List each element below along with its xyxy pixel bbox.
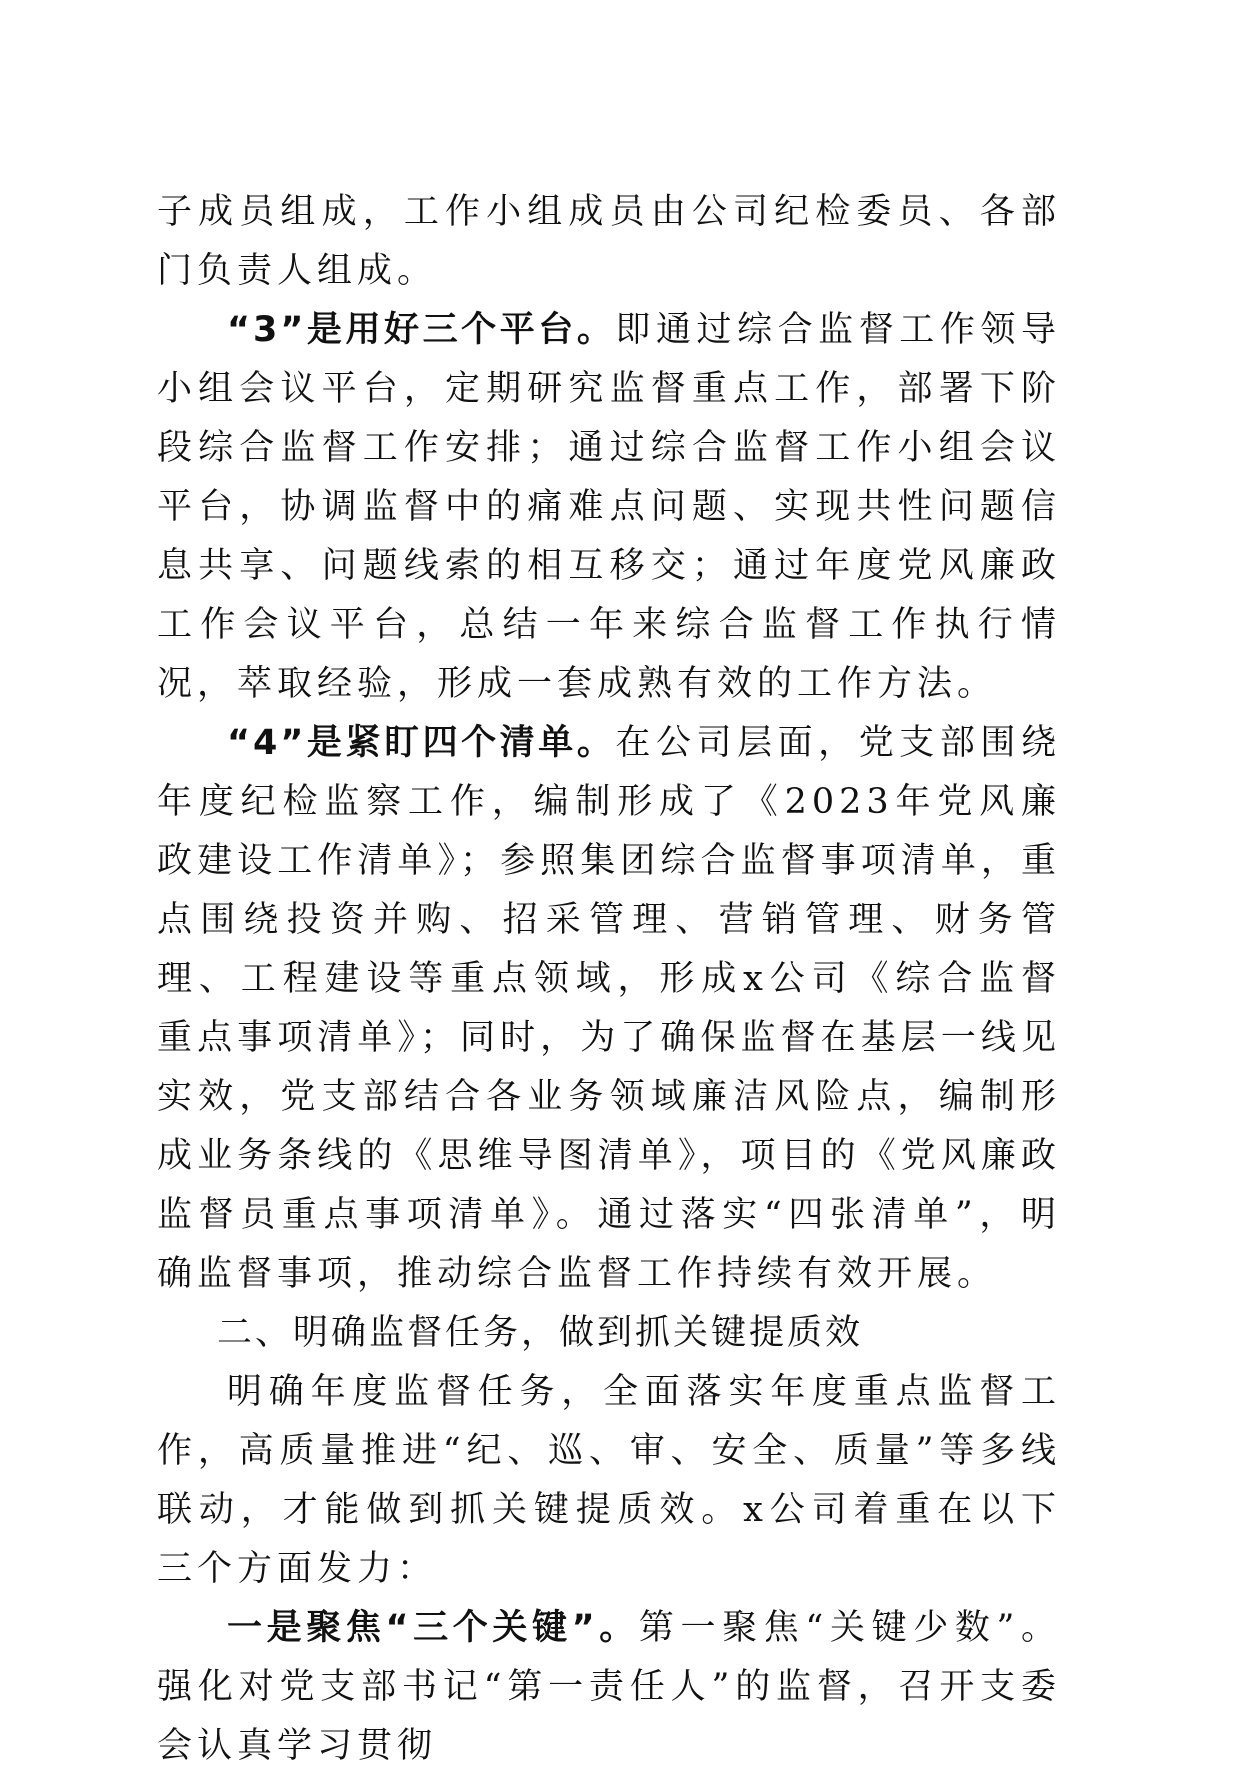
section-heading	[157, 1304, 1061, 1363]
paragraph-three-platforms	[157, 301, 1061, 714]
paragraph-text: 即通过综合监督工作领导小组会议平台，定期研究监督重点工作，部署下阶段综合监督工作安排；通过综合监督工作小组会议平台，协调监督中的痛难点问题、实现共性问题信息共享、问题线索的相互移交；通过年度党风廉政工作会议平台，总结一年来综合监督工作执行情况，萃取经验，形成一套成熟有效的工作方法。	[157, 310, 1061, 704]
paragraph-three-keys	[157, 1599, 1061, 1776]
paragraph-four-lists	[157, 714, 1061, 1304]
paragraph-lead: “4”是紧盯四个清单。	[227, 723, 616, 763]
paragraph-text: 在公司层面，党支部围绕年度纪检监察工作，编制形成了《2023年党风廉政建设工作清单》；参照集团综合监督事项清单，重点围绕投资并购、招采管理、营销管理、财务管理、工程建设等重点领域，形成x公司《综合监督重点事项清单》；同时，为了确保监督在基层一线见实效，党支部结合各业务领域廉洁风险点，编制形成业务条线的《思维导图清单》，项目的《党风廉政监督员重点事项清单》。通过落实“四张清单”，明确监督事项，推动综合监督工作持续有效开展。	[157, 723, 1061, 1294]
paragraph-continuation	[157, 183, 1061, 301]
paragraph-lead: 一是聚焦“三个关键”。	[227, 1608, 639, 1648]
paragraph-text: 第一聚焦“关键少数”。强化对党支部书记“第一责任人”的监督，召开支委会认真学习贯彻	[157, 1608, 1061, 1766]
document-body	[157, 183, 1061, 1776]
paragraph-text: 明确年度监督任务，全面落实年度重点监督工作，高质量推进“纪、巡、审、安全、质量”等多线联动，才能做到抓关键提质效。x公司着重在以下三个方面发力：	[157, 1372, 1061, 1589]
section-heading-text: 二、明确监督任务，做到抓关键提质效	[217, 1313, 864, 1353]
paragraph-supervision-tasks	[157, 1363, 1061, 1599]
paragraph-lead: “3”是用好三个平台。	[227, 310, 616, 350]
paragraph-text: 子成员组成，工作小组成员由公司纪检委员、各部门负责人组成。	[157, 192, 1061, 291]
